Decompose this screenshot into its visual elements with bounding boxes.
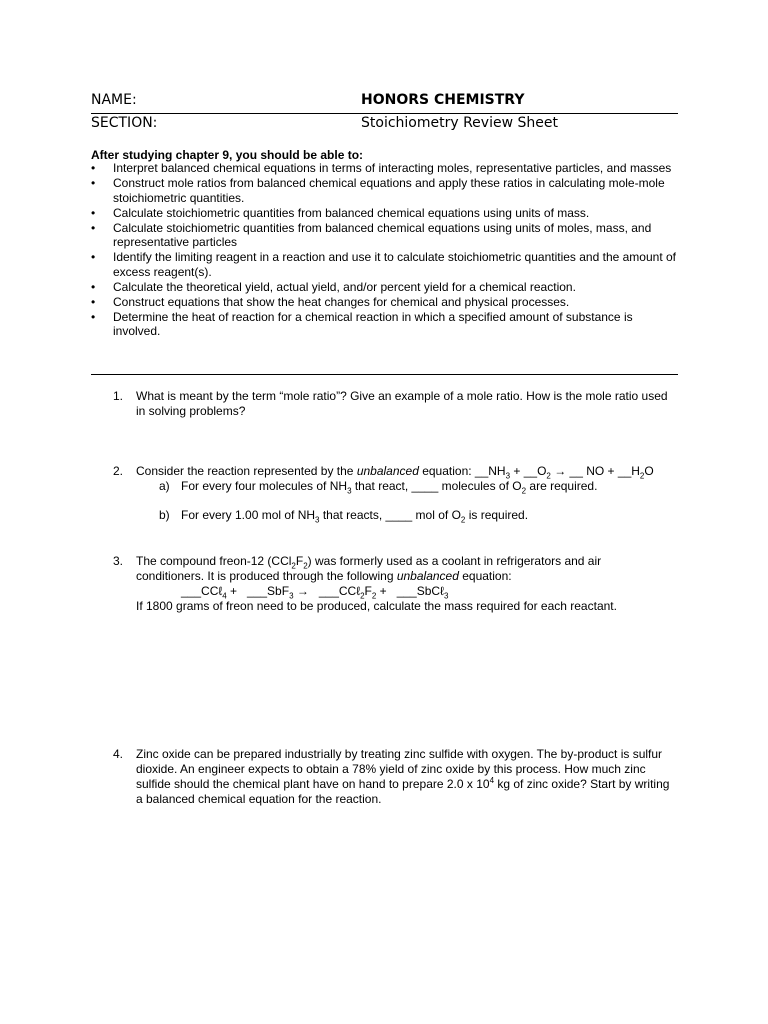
objectives-intro: After studying chapter 9, you should be able to: (91, 148, 364, 162)
course-title: HONORS CHEMISTRY (361, 92, 525, 108)
question-2b: b) For every 1.00 mol of $NH_3$ that reacts, ____ mol of $O_2$ is required. (159, 508, 529, 525)
sheet-title: Stoichiometry Review Sheet (361, 115, 558, 131)
question-3-prompt: If 1800 grams of freon need to be produced, calculate the mass required for each reactant. (136, 599, 617, 613)
name-label: NAME: (91, 92, 137, 108)
question-4-text: Zinc oxide can be prepared industrially by treating zinc sulfide with oxygen. The by-product is sulfur dioxide. An engineer expects to obtain a 78% yield of zinc oxide by this process. How much zinc sulfide should the chemical plant have on hand to prepare 2.0 x $10^4$ kg of zinc oxide? Start by writing a balanced chemical equation for the reaction. (136, 747, 670, 806)
bullet-icon: • (91, 176, 96, 190)
bullet-icon: • (91, 294, 96, 309)
objective-item: • Construct mole ratios from balanced chemical equations and apply these ratios in calculating mole-mole stoichiometric quantities. (91, 176, 665, 205)
question-2-text: Consider the reaction represented by the unbalanced equation: $\_\_NH_3$ + $\_\_O_2$ → __ NO + $\_\_H_2O$ (136, 464, 654, 481)
objective-item: • Calculate stoichiometric quantities from balanced chemical equations using units of mass. (91, 205, 590, 220)
question-1-text: What is meant by the term “mole ratio”? Give an example of a mole ratio. How is the mole ratio used in solving problems? (136, 389, 668, 418)
section-label: SECTION: (91, 115, 158, 131)
question-3: 3. The compound freon-12 $(CCl_2F_2)$ was formerly used as a coolant in refrigerators and air conditioners. It is produced through the following unbalanced equation: ___CCℓ$_4$ + ___SbF$_3$ → $\_\_\_CC\ell_2F_2$ + ___SbCℓ$_3$ If 1800 grams of freon need to be produced, calculate the mass required for each reactant. (113, 554, 678, 614)
bullet-icon: • (91, 250, 96, 264)
question-3-text: The compound freon-12 $(CCl_2F_2)$ was formerly used as a coolant in refrigerators and air conditioners. It is produced through the following unbalanced equation: ___CCℓ$_4$ + ___SbF$_3$ → $\_\_\_CC\ell_2F_2$ + ___SbCℓ$_3$ If 1800 grams of freon need to be produced, calculate the mass required for each reactant. (136, 554, 678, 614)
question-2a: a) For every four molecules of $NH_3$ that react, ____ molecules of $O_2$ are required. (159, 479, 598, 496)
objective-item: • Identify the limiting reagent in a reaction and use it to calculate stoichiometric quantities and the amount of excess reagent(s). (91, 250, 676, 279)
objectives-list (91, 161, 681, 339)
freon-equation: ___CCℓ$_4$ + ___SbF$_3$ → $\_\_\_CC\ell_2F_2$ + ___SbCℓ$_3$ (181, 584, 449, 601)
objective-item: • Interpret balanced chemical equations in terms of interacting moles, representative particles, and masses (91, 161, 672, 175)
bullet-icon: • (91, 279, 96, 294)
question-1: 1. What is meant by the term “mole ratio”? Give an example of a mole ratio. How is the mole ratio used in solving problems? (113, 389, 678, 419)
question-2: 2. Consider the reaction represented by the unbalanced equation: $\_\_NH_3$ + $\_\_O_2$ → __ NO + $\_\_H_2O$ a) For every four molecules of $NH_3$ that react, ____ molecules of $O_2$ are required. b) For every 1.00 mol of $NH_3$ that reacts, ____ mol of $O_2$ is required. (113, 464, 678, 523)
section-divider (91, 374, 678, 375)
objective-item: • Calculate stoichiometric quantities from balanced chemical equations using units of moles, mass, and representative particles (91, 220, 652, 249)
bullet-icon: • (91, 220, 96, 235)
objective-item: • Determine the heat of reaction for a chemical reaction in which a specified amount of substance is involved. (91, 309, 633, 338)
bullet-icon: • (91, 161, 96, 175)
objective-item: • Construct equations that show the heat changes for chemical and physical processes. (91, 294, 570, 309)
header-rule (91, 113, 678, 114)
bullet-icon: • (91, 309, 96, 324)
bullet-icon: • (91, 205, 96, 220)
question-4: 4. Zinc oxide can be prepared industrially by treating zinc sulfide with oxygen. The by-product is sulfur dioxide. An engineer expects to obtain a 78% yield of zinc oxide by this process. How much zinc sulfide should the chemical plant have on hand to prepare 2.0 x $10^4$ kg of zinc oxide? Start by writing a balanced chemical equation for the reaction. (113, 747, 678, 807)
objective-item: • Calculate the theoretical yield, actual yield, and/or percent yield for a chemical reaction. (91, 279, 576, 294)
